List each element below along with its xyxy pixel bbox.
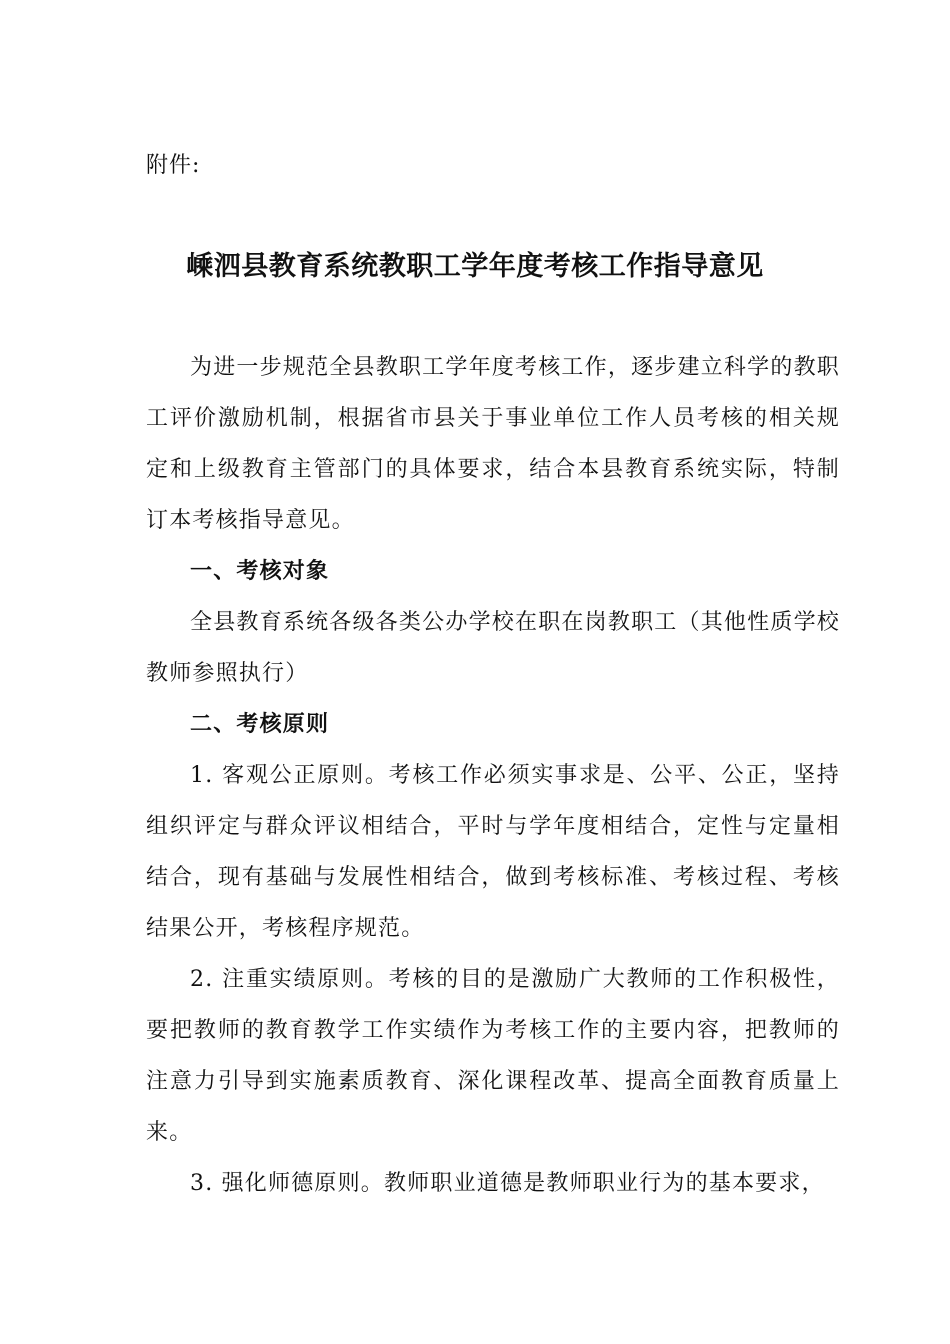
intro-paragraph: 为进一步规范全县教职工学年度考核工作，逐步建立科学的教职工评价激励机制，根据省市县关于事业单位工作人员考核的相关规定和上级教育主管部门的具体要求，结合本县教育系统实际，特制订本考核指导意见。 <box>146 355 840 533</box>
section-heading-assessment-principles: 二、考核原则 <box>190 711 330 737</box>
principle-paragraph-2: 2. 注重实绩原则。考核的目的是激励广大教师的工作积极性，要把教师的教育教学工作实绩作为考核工作的主要内容，把教师的注意力引导到实施素质教育、深化课程改革、提高全面教育质量上来。 <box>146 967 840 1145</box>
attachment-label: 附件: <box>146 153 201 178</box>
document-title: 嵊泗县教育系统教职工学年度考核工作指导意见 <box>186 251 764 282</box>
principle-paragraph-3: 3. 强化师德原则。教师职业道德是教师职业行为的基本要求， <box>190 1171 825 1196</box>
document-body <box>146 342 840 1209</box>
section-heading-assessment-targets: 一、考核对象 <box>190 558 330 584</box>
assessment-targets-paragraph: 全县教育系统各级各类公办学校在职在岗教职工（其他性质学校教师参照执行） <box>146 610 840 686</box>
principle-paragraph-1: 1. 客观公正原则。考核工作必须实事求是、公平、公正，坚持组织评定与群众评议相结合，平时与学年度相结合，定性与定量相结合，现有基础与发展性相结合，做到考核标准、考核过程、考核结果公开，考核程序规范。 <box>146 763 840 941</box>
